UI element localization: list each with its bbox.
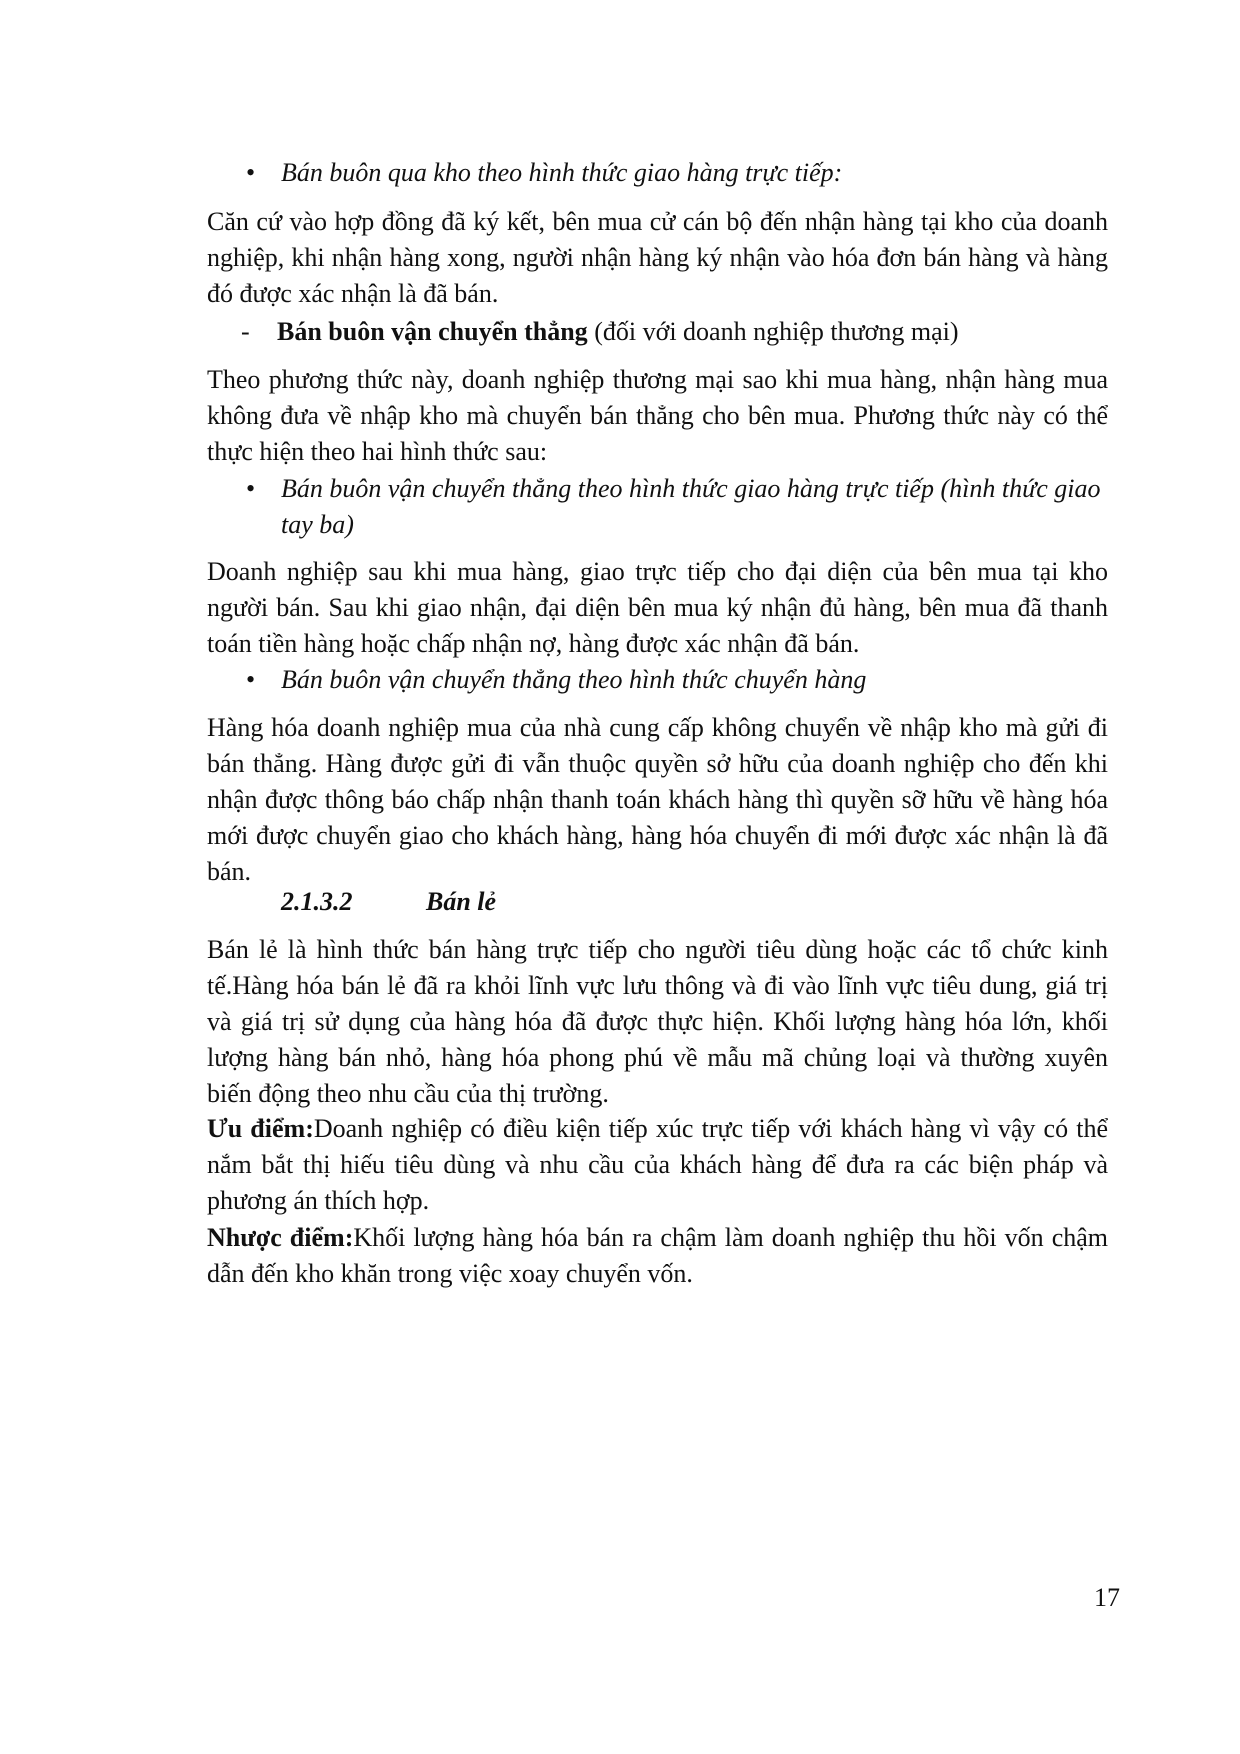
paragraph-direct-shipping: Theo phương thức này, doanh nghiệp thương mại sao khi mua hàng, nhận hàng mua không đưa về nhập kho mà chuyển bán thẳng cho bên mua. Phương thức này có thể thực hiện theo hai hình thức sau: xyxy=(207,365,1108,466)
section-title: Bán lẻ xyxy=(426,887,497,916)
paragraph-advantage xyxy=(207,1111,1108,1219)
bullet-dot: • xyxy=(246,158,256,187)
bullet-item-warehouse-direct xyxy=(246,155,1106,191)
paragraph-three-party: Doanh nghiệp sau khi mua hàng, giao trực tiếp cho đại diện của bên mua tại kho người bán. Sau khi giao nhận, đại diện bên mua ký nhận đủ hàng, bên mua đã thanh toán tiền hàng hoặc chấp nhận nợ, hàng được xác nhận đã bán. xyxy=(207,557,1108,658)
paragraph-disadvantage xyxy=(207,1220,1108,1292)
advantage-text: Doanh nghiệp có điều kiện tiếp xúc trực tiếp với khách hàng vì vậy có thể nắm bắt thị hiếu tiêu dùng và nhu cầu của khách hàng để đưa ra các biện pháp và phương án thích hợp. xyxy=(207,1114,1108,1215)
dash-item-rest: (đối với doanh nghiệp thương mại) xyxy=(587,317,959,346)
bullet-item-transfer xyxy=(246,662,1106,698)
disadvantage-label: Nhược điểm: xyxy=(207,1223,354,1252)
bullet-item-three-party xyxy=(246,471,1106,543)
bullet-dot: • xyxy=(246,474,256,503)
page-number: 17 xyxy=(1094,1583,1120,1612)
paragraph-transfer: Hàng hóa doanh nghiệp mua của nhà cung cấp không chuyển về nhập kho mà gửi đi bán thẳng. Hàng được gửi đi vẫn thuộc quyền sở hữu của doanh nghiệp cho đến khi nhận được thông báo chấp nhận thanh toán khách hàng thì quyền sỡ hữu về hàng hóa mới được chuyển giao cho khách hàng, hàng hóa chuyển đi mới được xác nhận là đã bán. xyxy=(207,713,1108,886)
disadvantage-text: Khối lượng hàng hóa bán ra chậm làm doanh nghiệp thu hồi vốn chậm dẫn đến kho khăn trong việc xoay chuyển vốn. xyxy=(207,1223,1108,1288)
dash-mark: - xyxy=(241,317,250,346)
bullet-text: Bán buôn vận chuyển thẳng theo hình thức chuyển hàng xyxy=(281,665,867,694)
section-number: 2.1.3.2 xyxy=(281,887,353,916)
dash-item-direct-shipping xyxy=(241,314,1101,350)
dash-item-bold-label: Bán buôn vận chuyển thẳng xyxy=(277,317,588,346)
paragraph-retail: Bán lẻ là hình thức bán hàng trực tiếp cho người tiêu dùng hoặc các tổ chức kinh tế.Hàng hóa bán lẻ đã ra khỏi lĩnh vực lưu thông và đi vào lĩnh vực tiêu dung, giá trị và giá trị sử dụng của hàng hóa đã được thực hiện. Khối lượng hàng hóa lớn, khối lượng hàng bán nhỏ, hàng hóa phong phú về mẫu mã chủng loại và thường xuyên biến động theo nhu cầu của thị trường. xyxy=(207,935,1108,1108)
advantage-label: Ưu điểm: xyxy=(207,1114,314,1143)
bullet-text: Bán buôn vận chuyển thẳng theo hình thức giao hàng trực tiếp (hình thức giao tay ba) xyxy=(281,474,1101,539)
bullet-dot: • xyxy=(246,665,256,694)
section-heading-retail xyxy=(281,884,496,920)
paragraph-warehouse-direct: Căn cứ vào hợp đồng đã ký kết, bên mua cử cán bộ đến nhận hàng tại kho của doanh nghiệp, khi nhận hàng xong, người nhận hàng ký nhận vào hóa đơn bán hàng và hàng đó được xác nhận là đã bán. xyxy=(207,207,1108,308)
bullet-text: Bán buôn qua kho theo hình thức giao hàng trực tiếp: xyxy=(281,158,843,187)
